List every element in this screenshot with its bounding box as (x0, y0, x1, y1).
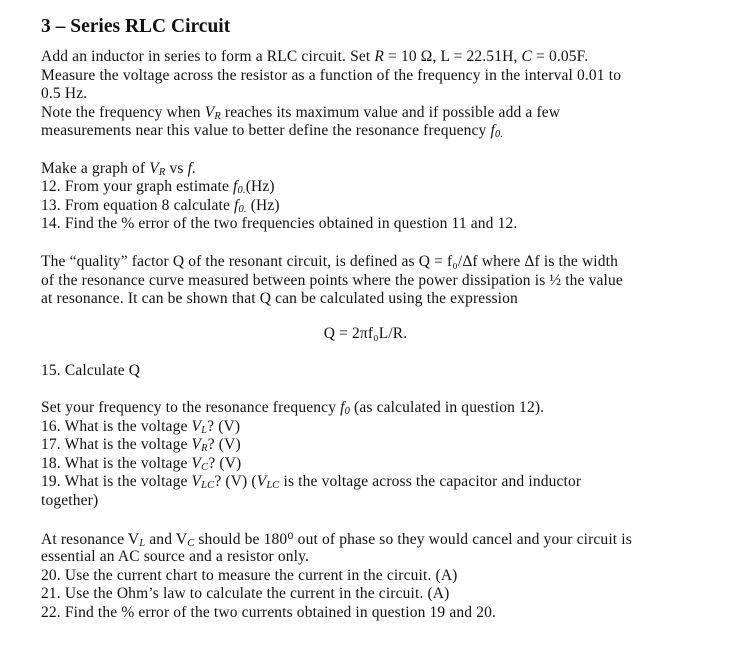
variable-subscript: 0. (238, 204, 247, 215)
text-segment: reaches its maximum value and if possible add a few (220, 104, 561, 121)
text-segment: The “quality” factor Q of the resonant circuit, is defined as Q = f₀/Δf where Δf is the width (41, 253, 618, 270)
text-segment: 21. Use the Ohm’s law to calculate the current in the circuit. (A) (41, 585, 450, 602)
variable-subscript: LC (201, 480, 215, 491)
text-segment: 22. Find the % error of the two currents obtained in question 19 and 20. (41, 604, 497, 621)
text-line (41, 253, 618, 271)
variable-subscript: L (139, 538, 146, 549)
text-line (41, 492, 98, 510)
text-segment: At resonance V (41, 531, 140, 548)
text-segment: ? (V) (207, 436, 241, 453)
variable-subscript: R (201, 443, 208, 454)
variable-symbol: V (204, 104, 215, 121)
text-segment: should be 180⁰ out of phase so they would cancel and your circuit is (194, 531, 632, 548)
text-segment: (Hz) (245, 178, 275, 195)
text-segment: Make a graph of (41, 160, 150, 177)
text-segment: Set your frequency to the resonance frequency (41, 399, 341, 416)
text-line (41, 67, 621, 85)
text-segment: at resonance. It can be shown that Q can be calculated using the expression (41, 290, 518, 307)
text-segment: is the voltage across the capacitor and inductor (279, 473, 582, 490)
variable-subscript: 0. (237, 185, 246, 196)
variable-symbol: V (256, 473, 267, 490)
text-line (41, 604, 496, 622)
text-segment: = 0.05F. (532, 48, 589, 65)
text-line (41, 290, 518, 308)
text-line (41, 48, 588, 66)
text-line (41, 160, 196, 178)
variable-subscript: C (187, 538, 195, 549)
text-segment: 0.5 Hz. (41, 85, 88, 102)
variable-subscript: 0 (344, 406, 350, 417)
text-segment: 19. What is the voltage (41, 473, 192, 490)
variable-symbol: f. (187, 160, 197, 177)
text-segment: ? (V) ( (214, 473, 257, 490)
text-segment: Note the frequency when (41, 104, 205, 121)
text-line (41, 197, 280, 215)
text-segment: together) (41, 492, 99, 509)
text-line (41, 548, 309, 566)
variable-symbol: f (234, 197, 239, 214)
text-line (41, 104, 560, 122)
equation-q (0, 325, 731, 343)
text-line (41, 178, 275, 196)
variable-symbol: f (233, 178, 238, 195)
variable-subscript: 0. (494, 129, 504, 140)
text-segment: measurements near this value to better define the resonance frequency (41, 122, 491, 139)
variable-subscript: LC (266, 480, 280, 491)
variable-symbol: C (521, 48, 533, 65)
text-segment: Add an inductor in series to form a RLC circuit. Set (41, 48, 375, 65)
text-segment: vs (165, 160, 188, 177)
variable-symbol: f (490, 122, 495, 139)
text-segment: 20. Use the current chart to measure the current in the circuit. (A) (41, 567, 458, 584)
text-segment: Q = 2πf₀L/R. (323, 325, 408, 342)
section-title: 3 – Series RLC Circuit (41, 16, 231, 37)
variable-subscript: R (214, 111, 221, 122)
variable-symbol: V (191, 436, 202, 453)
text-segment: of the resonance curve measured between points where the power dissipation is ½ the value (41, 272, 623, 289)
text-segment: Measure the voltage across the resistor as a function of the frequency in the interval 0.01 to (41, 67, 622, 84)
variable-symbol: f (340, 399, 345, 416)
text-segment: 17. What is the voltage (41, 436, 192, 453)
text-segment: 15. Calculate Q (41, 362, 141, 379)
text-segment: = 10 Ω, L = 22.51H, (384, 48, 522, 65)
text-segment: 14. Find the % error of the two frequencies obtained in question 11 and 12. (41, 215, 518, 232)
text-line (41, 122, 503, 140)
text-line (41, 436, 241, 454)
text-line (41, 215, 517, 233)
variable-subscript: L (201, 425, 208, 436)
text-segment: ? (V) (207, 418, 241, 435)
text-line (41, 85, 87, 103)
text-line (41, 362, 140, 380)
text-line (41, 455, 241, 473)
variable-symbol: V (191, 455, 202, 472)
variable-symbol: V (191, 473, 202, 490)
text-segment: essential an AC source and a resistor only. (41, 548, 310, 565)
variable-symbol: R (374, 48, 385, 65)
variable-symbol: V (149, 160, 159, 177)
text-line (41, 473, 581, 491)
text-line (41, 399, 544, 417)
text-segment: 12. From your graph estimate (41, 178, 234, 195)
text-segment: ? (V) (208, 455, 242, 472)
text-line (41, 418, 240, 436)
variable-symbol: V (191, 418, 202, 435)
variable-subscript: R (158, 167, 166, 178)
text-segment: (as calculated in question 12). (350, 399, 545, 416)
variable-subscript: C (201, 462, 209, 473)
text-segment: 16. What is the voltage (41, 418, 192, 435)
text-segment: 18. What is the voltage (41, 455, 192, 472)
text-line (41, 272, 623, 290)
text-line (41, 585, 449, 603)
text-line (41, 530, 632, 549)
text-segment: 13. From equation 8 calculate (41, 197, 235, 214)
text-segment: (Hz) (246, 197, 280, 214)
text-segment: and V (145, 531, 188, 548)
text-line (41, 567, 457, 585)
